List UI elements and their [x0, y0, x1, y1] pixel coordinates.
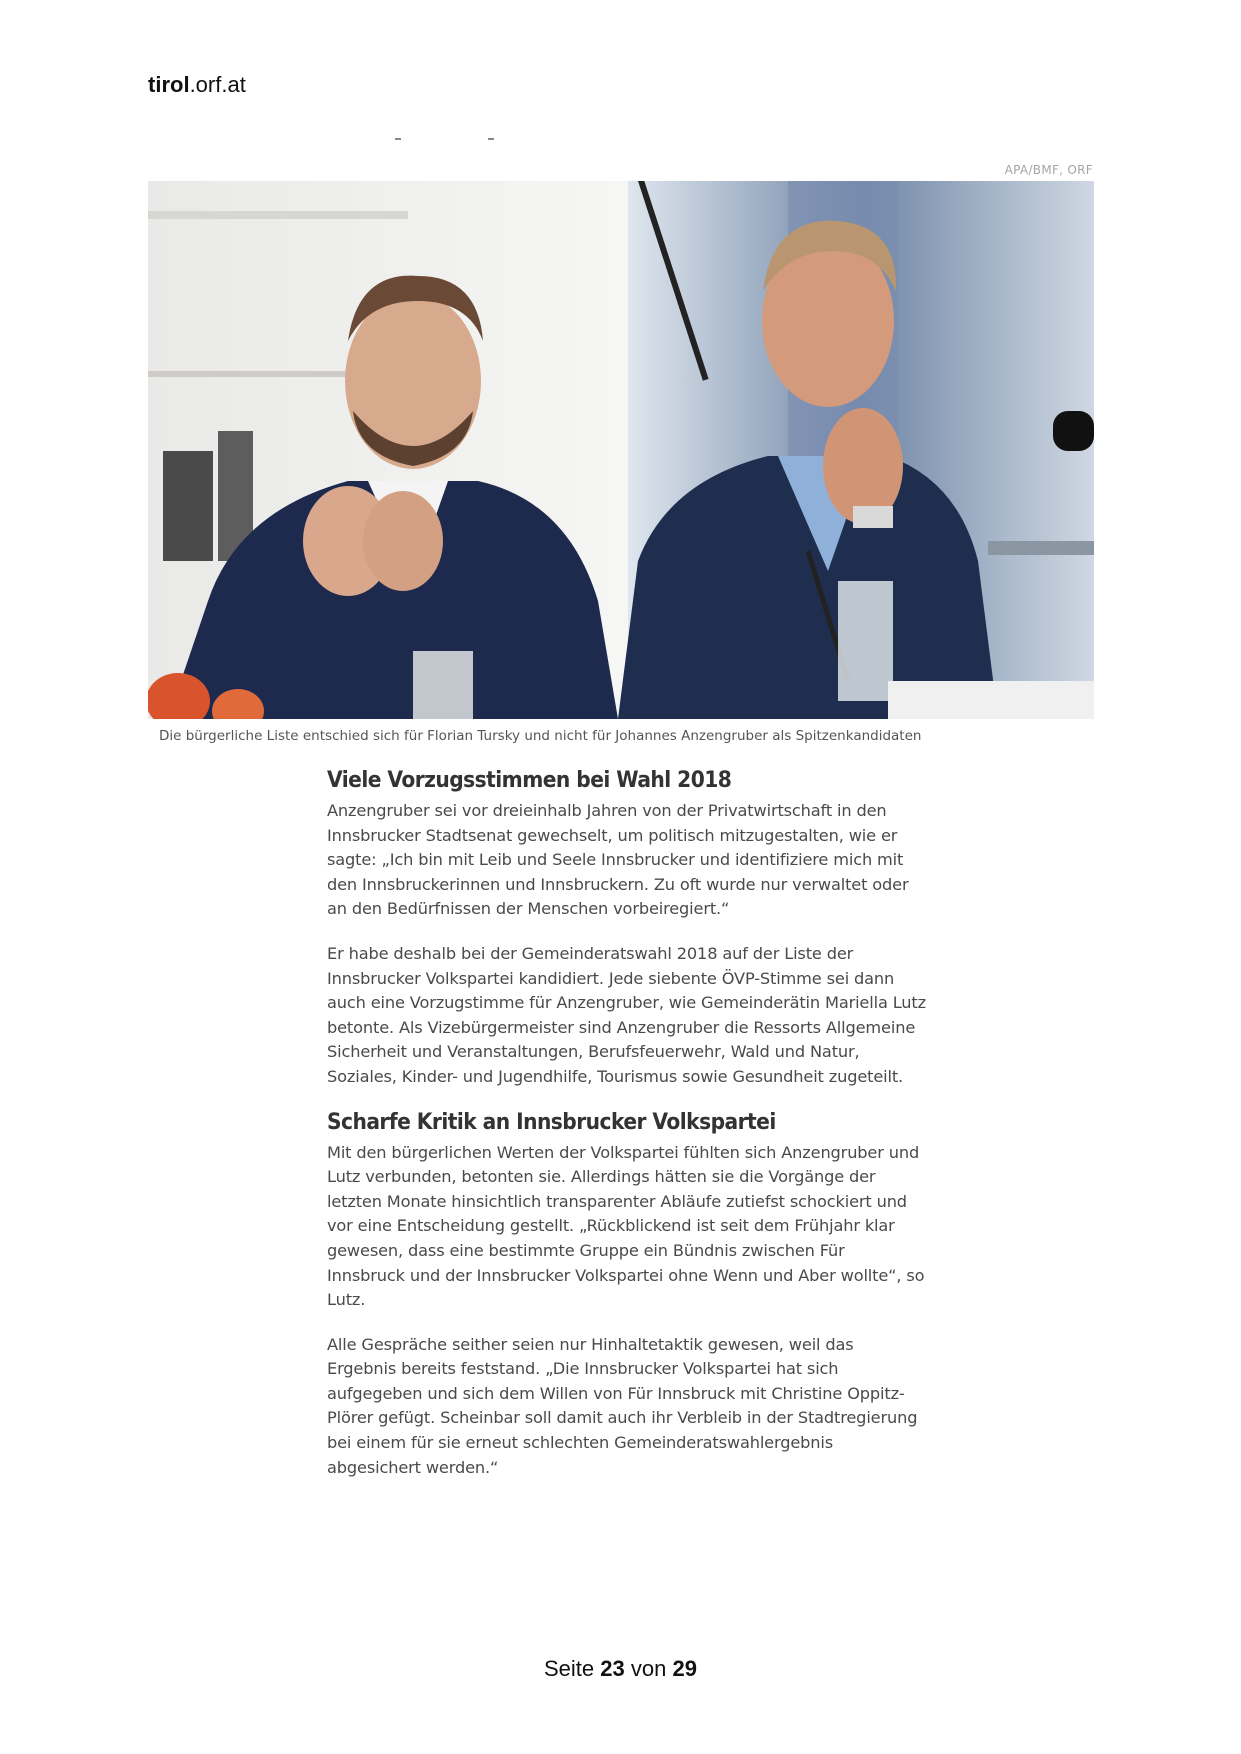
paragraph: Mit den bürgerlichen Werten der Volkspartei fühlten sich Anzengruber und Lutz verbunden, betonten sie. Allerdings hätten sie die Vorgänge der letzten Monate hinsichtlich transparenter Abläufe zutiefst schockiert und vor eine Entscheidung gestellt. „Rückblickend ist seit dem Frühjahr klar gewesen, dass eine bestimmte Gruppe ein Bündnis zwischen Für Innsbruck und der Innsbrucker Volkspartei ohne Wenn und Aber wollte“, so Lutz.	[327, 1142, 925, 1310]
current-page: 23	[600, 1656, 625, 1681]
section-heading-2: Scharfe Kritik an Innsbrucker Volkspartei	[327, 1109, 776, 1135]
decorative-dashes	[395, 138, 505, 140]
page-of: von	[630, 1656, 667, 1681]
site-name-domain: .orf.at	[189, 72, 246, 97]
photo-illustration	[148, 181, 1094, 719]
article-body	[327, 768, 927, 1500]
section-heading-1: Viele Vorzugsstimmen bei Wahl 2018	[327, 768, 732, 793]
article-photo	[148, 181, 1094, 719]
total-pages: 29	[672, 1656, 697, 1681]
photo-caption: Die bürgerliche Liste entschied sich für Florian Tursky und nicht für Johannes Anzengruber als Spitzenkandidaten	[159, 728, 922, 744]
page-label: Seite	[544, 1656, 595, 1681]
photo-credit: APA/BMF, ORF	[1004, 163, 1093, 177]
page-footer	[0, 1656, 1241, 1682]
site-name-bold: tirol	[148, 72, 190, 97]
paragraph: Anzengruber sei vor dreieinhalb Jahren von der Privatwirtschaft in den Innsbrucker Stadtsenat gewechselt, um politisch mitzugestalten, wie er sagte: „Ich bin mit Leib und Seele Innsbrucker und identifiziere mich mit den Innsbruckerinnen und Innsbruckern. Zu oft wurde nur verwaltet oder an den Bedürfnissen der Menschen vorbeiregiert.“	[327, 801, 909, 919]
paragraph: Alle Gespräche seither seien nur Hinhaltetaktik gewesen, weil das Ergebnis bereits feststand. „Die Innsbrucker Volkspartei hat sich aufgegeben und sich dem Willen von Für Innsbruck mit Christine Oppitz-Plörer gefügt. Scheinbar soll damit auch ihr Verbleib in der Stadtregierung bei einem für sie erneut schlechten Gemeinderatswahlergebnis abgesichert werden.“	[327, 1334, 918, 1477]
paragraph: Er habe deshalb bei der Gemeinderatswahl 2018 auf der Liste der Innsbrucker Volkspartei kandidiert. Jede siebente ÖVP-Stimme sei dann auch eine Vorzugstimme für Anzengruber, wie Gemeinderätin Mariella Lutz betonte. Als Vizebürgermeister sind Anzengruber die Ressorts Allgemeine Sicherheit und Veranstaltungen, Berufsfeuerwehr, Wald und Natur, Soziales, Kinder- und Jugendhilfe, Tourismus sowie Gesundheit zugeteilt.	[327, 943, 926, 1086]
site-header	[148, 72, 246, 98]
